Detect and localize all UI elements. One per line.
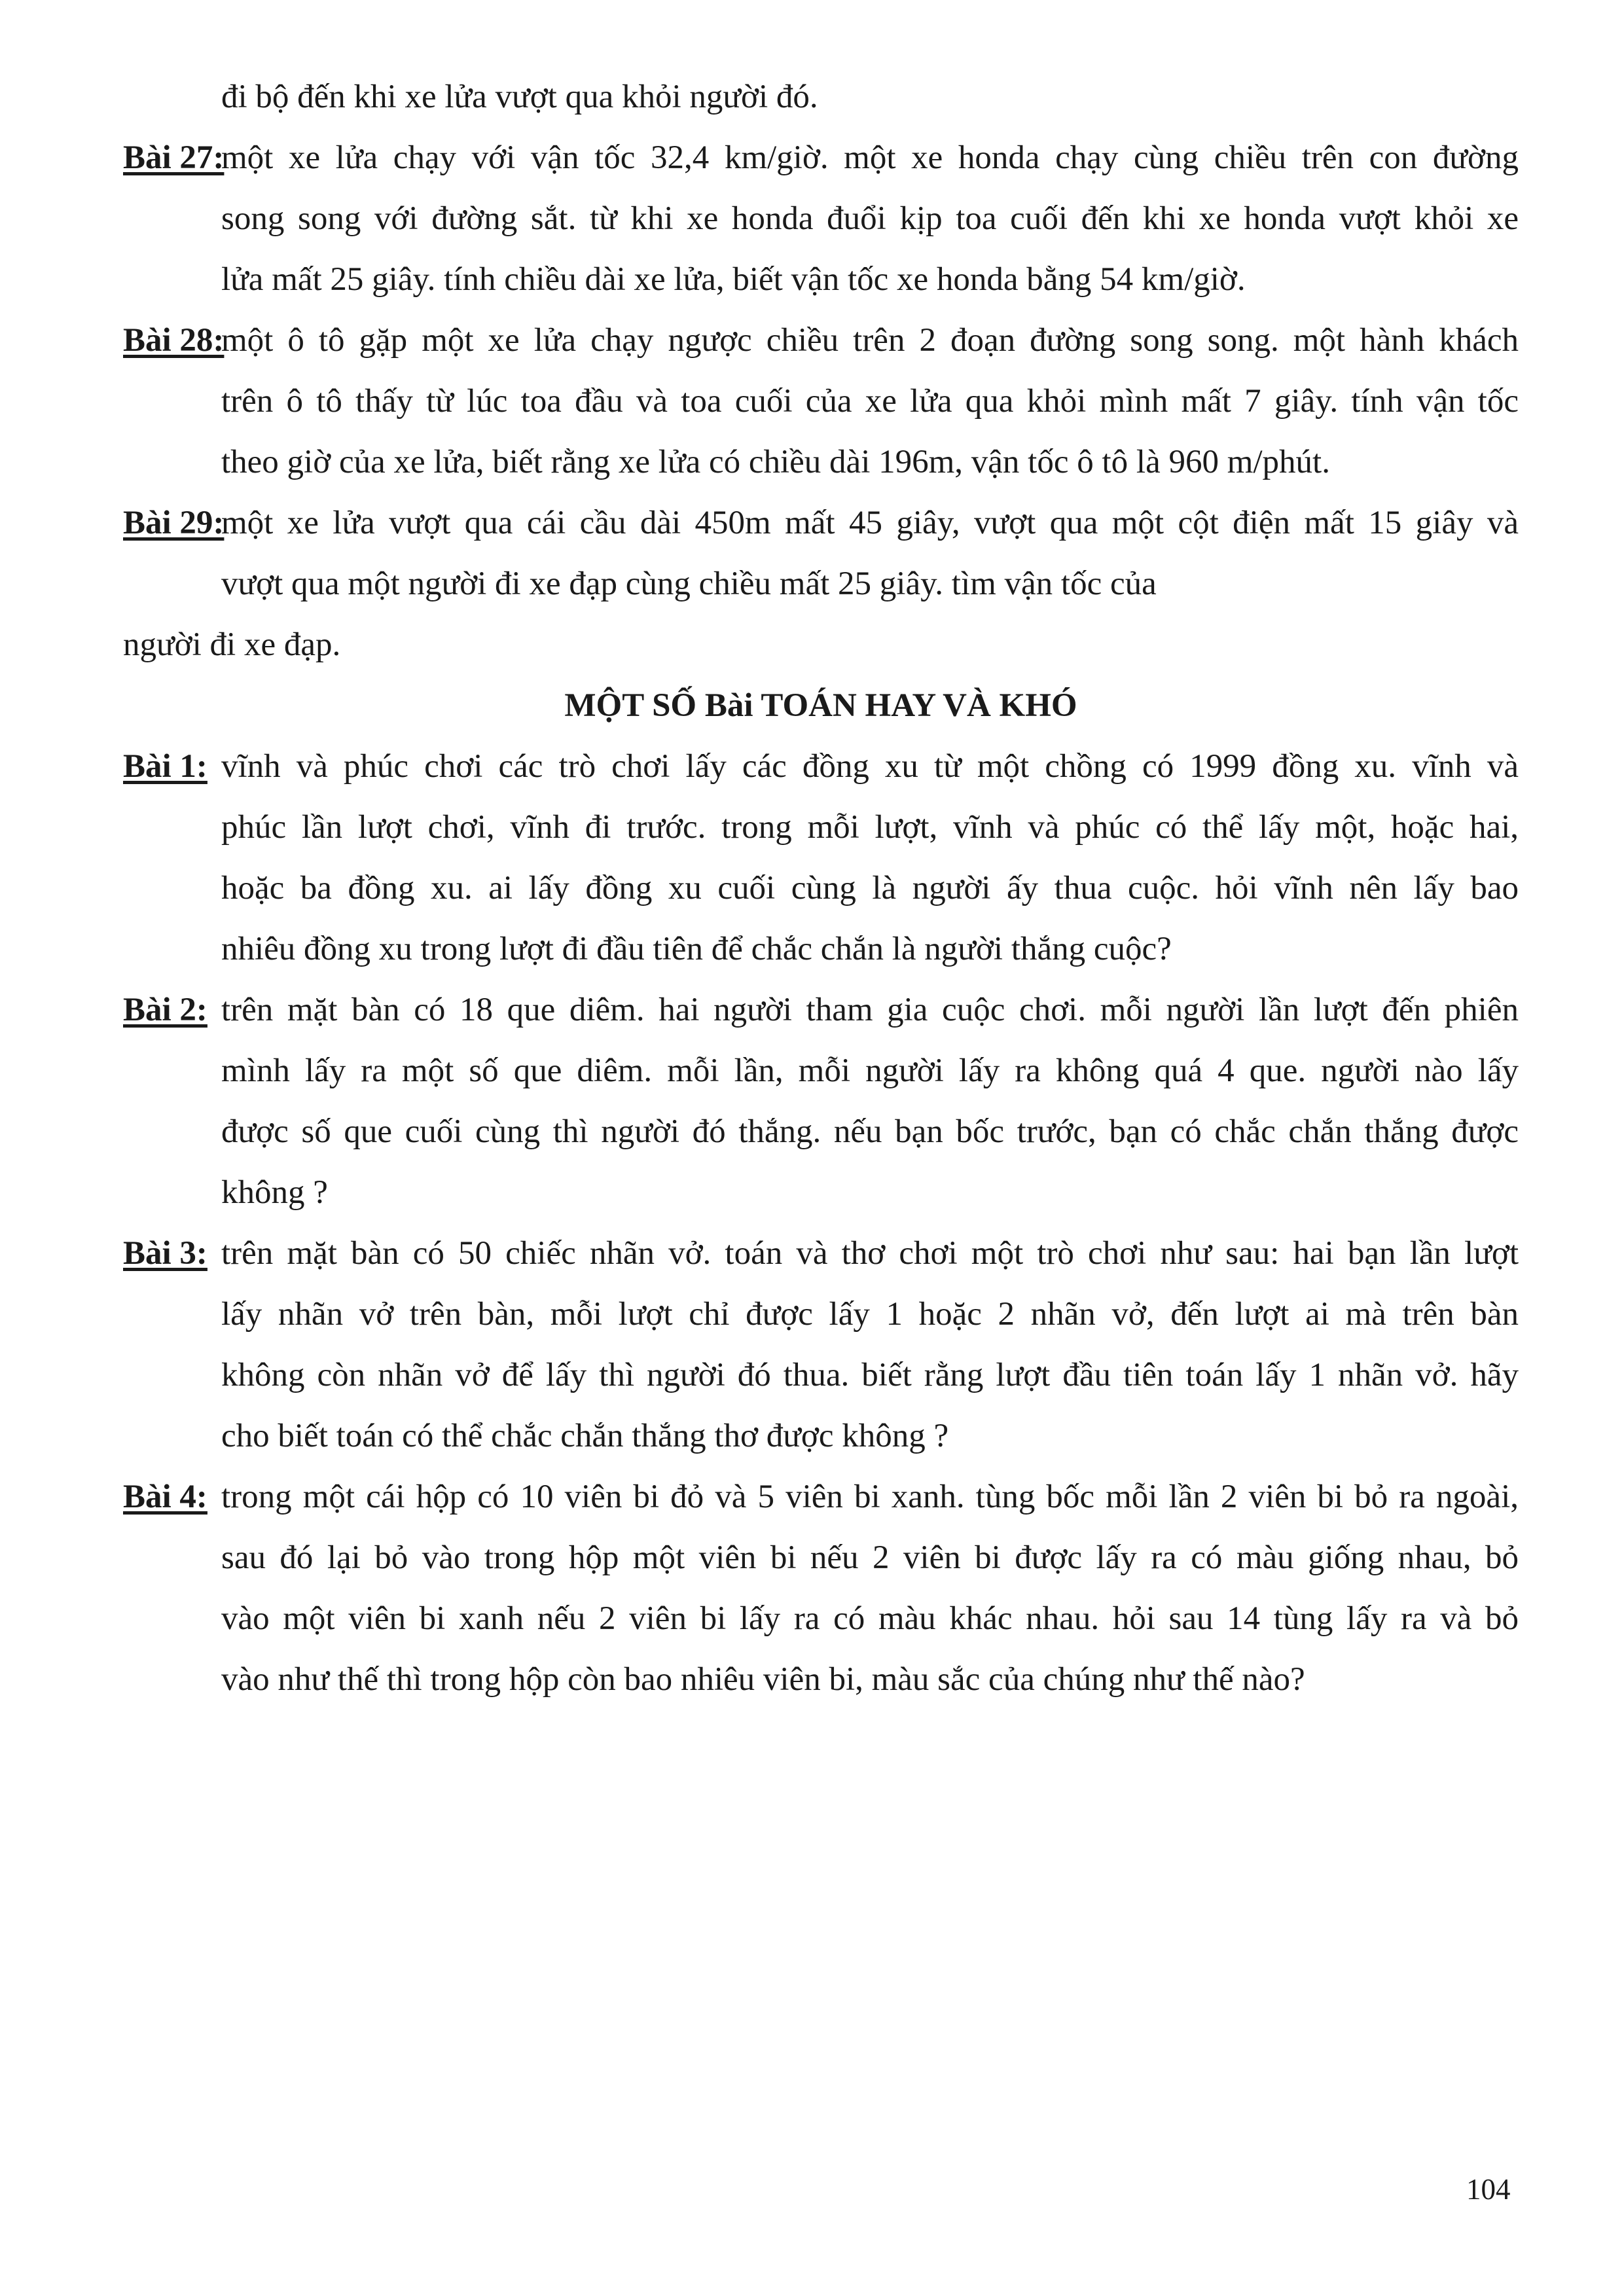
problem-28 — [123, 310, 1519, 493]
problem-body — [123, 1223, 1519, 1467]
problem-line: trên mặt bàn có 50 chiếc nhãn vở. toán và thơ chơi một trò chơi như sau: hai bạn lần lượt — [221, 1235, 1519, 1272]
problem-line: một ô tô gặp một xe lửa chạy ngược chiều trên 2 đoạn đường song song. một hành khách — [221, 322, 1519, 359]
problem-label: Bài 2: — [123, 992, 208, 1028]
problem-line: không còn nhãn vở để lấy thì người đó thua. biết rằng lượt đầu tiên toán lấy 1 nhãn vở. hãy — [221, 1357, 1519, 1393]
problem-line: theo giờ của xe lửa, biết rằng xe lửa có chiều dài 196m, vận tốc ô tô là 960 m/phút. — [221, 444, 1330, 480]
problem-label: Bài 1: — [123, 748, 208, 785]
problem-line: một xe lửa vượt qua cái cầu dài 450m mất 45 giây, vượt qua một cột điện mất 15 giây và — [221, 505, 1519, 541]
continuation-text: đi bộ đến khi xe lửa vượt qua khỏi người đó. — [221, 79, 818, 115]
problem-label: Bài 4: — [123, 1479, 208, 1515]
section-heading: MỘT SỐ Bài TOÁN HAY VÀ KHÓ — [564, 687, 1077, 724]
problem-line: mình lấy ra một số que diêm. mỗi lần, mỗi người lấy ra không quá 4 que. người nào lấy — [221, 1052, 1519, 1089]
problem-body — [123, 128, 1519, 310]
problem-line: vào như thế thì trong hộp còn bao nhiêu viên bi, màu sắc của chúng như thế nào? — [221, 1661, 1305, 1698]
page-number: 104 — [1466, 2173, 1511, 2206]
problem-line: vào một viên bi xanh nếu 2 viên bi lấy ra có màu khác nhau. hỏi sau 14 tùng lấy ra và bỏ — [221, 1600, 1519, 1637]
problem-line: cho biết toán có thể chắc chắn thắng thơ được không ? — [221, 1418, 949, 1454]
problem-line: không ? — [221, 1174, 328, 1211]
problem-line: lửa mất 25 giây. tính chiều dài xe lửa, biết vận tốc xe honda bằng 54 km/giờ. — [221, 261, 1246, 298]
problem-body — [123, 736, 1519, 980]
problem-line: trên mặt bàn có 18 que diêm. hai người tham gia cuộc chơi. mỗi người lần lượt đến phiên — [221, 992, 1519, 1028]
problem-body — [123, 1467, 1519, 1710]
problem-line: sau đó lại bỏ vào trong hộp một viên bi nếu 2 viên bi được lấy ra có màu giống nhau, bỏ — [221, 1539, 1519, 1576]
problem-line: vĩnh và phúc chơi các trò chơi lấy các đồng xu từ một chồng có 1999 đồng xu. vĩnh và — [221, 748, 1519, 785]
problem-line: trong một cái hộp có 10 viên bi đỏ và 5 viên bi xanh. tùng bốc mỗi lần 2 viên bi bỏ ra ngoài, — [221, 1479, 1519, 1515]
page-content — [123, 67, 1519, 1710]
problem-line: một xe lửa chạy với vận tốc 32,4 km/giờ. một xe honda chạy cùng chiều trên con đường — [221, 139, 1519, 176]
problem-3 — [123, 1223, 1519, 1467]
problem-line: lấy nhãn vở trên bàn, mỗi lượt chỉ được lấy 1 hoặc 2 nhãn vở, đến lượt ai mà trên bàn — [221, 1296, 1519, 1333]
problem-line: phúc lần lượt chơi, vĩnh đi trước. trong mỗi lượt, vĩnh và phúc có thể lấy một, hoặc hai, — [221, 809, 1519, 846]
problem-line: hoặc ba đồng xu. ai lấy đồng xu cuối cùng là người ấy thua cuộc. hỏi vĩnh nên lấy bao — [221, 870, 1519, 906]
problem-line: vượt qua một người đi xe đạp cùng chiều mất 25 giây. tìm vận tốc của — [221, 565, 1157, 602]
problem-body — [123, 980, 1519, 1223]
problem-label: Bài 28: — [123, 322, 225, 359]
problem-line: được số que cuối cùng thì người đó thắng. nếu bạn bốc trước, bạn có chắc chắn thắng được — [221, 1113, 1519, 1150]
problem-4 — [123, 1467, 1519, 1710]
problem-line: nhiêu đồng xu trong lượt đi đầu tiên để chắc chắn là người thắng cuộc? — [221, 931, 1172, 967]
problem-2 — [123, 980, 1519, 1223]
problem-27 — [123, 128, 1519, 310]
problem-label: Bài 27: — [123, 139, 225, 176]
problem-label: Bài 3: — [123, 1235, 208, 1272]
problem-body — [123, 310, 1519, 493]
problem-label: Bài 29: — [123, 505, 225, 541]
problem-1 — [123, 736, 1519, 980]
problem-body — [123, 493, 1519, 615]
problem-29 — [123, 493, 1519, 675]
problem-line: trên ô tô thấy từ lúc toa đầu và toa cuối của xe lửa qua khỏi mình mất 7 giây. tính vận tốc — [221, 383, 1519, 420]
problem-trailing-line: người đi xe đạp. — [123, 626, 341, 663]
problem-line: song song với đường sắt. từ khi xe honda đuổi kịp toa cuối đến khi xe honda vượt khỏi xe — [221, 200, 1519, 237]
